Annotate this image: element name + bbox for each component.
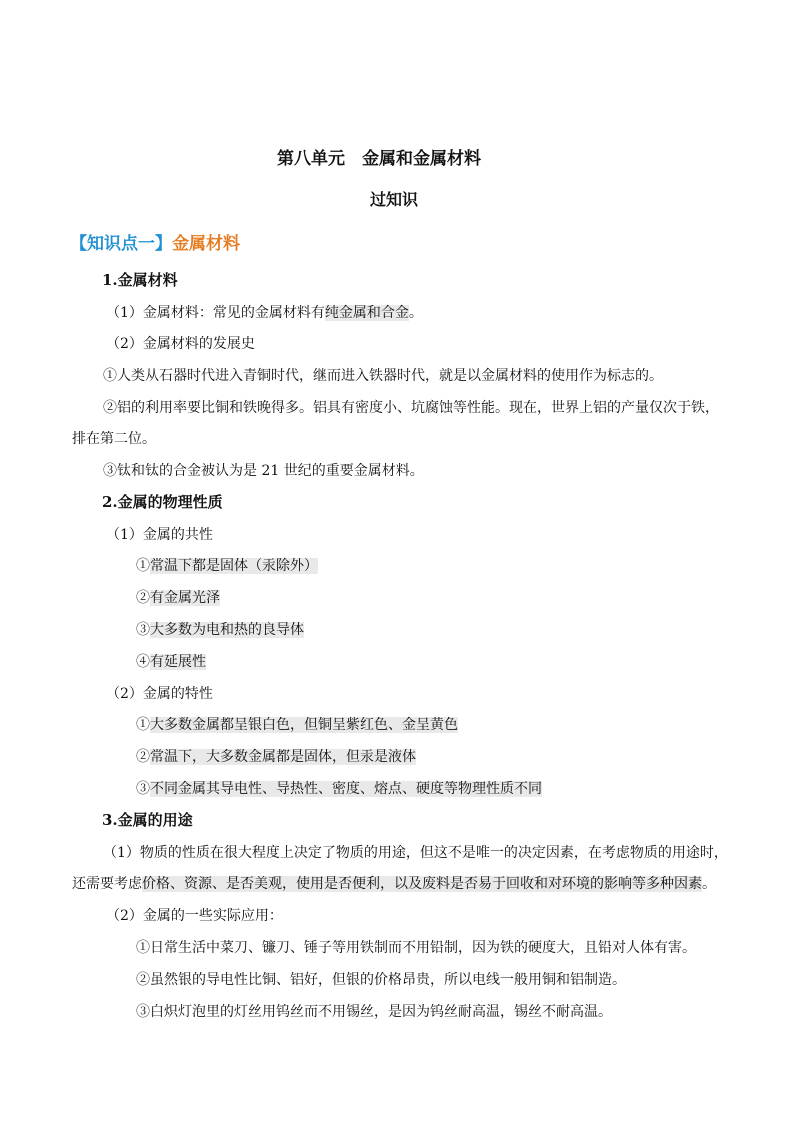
section-heading <box>70 232 240 256</box>
text: ② <box>136 590 150 606</box>
list-item <box>136 747 416 767</box>
list-item: ③白炽灯泡里的灯丝用钨丝而不用锡丝，是因为钨丝耐高温，锡丝不耐高温。 <box>136 1004 612 1020</box>
paragraph <box>106 303 423 323</box>
highlighted-text: 大多数为电和热的良导体 <box>150 622 304 638</box>
section-bracket-label: 【知识点一】 <box>70 234 172 254</box>
highlighted-text: 有金属光泽 <box>150 590 220 606</box>
subsection-heading-1: 1.金属材料 <box>102 271 178 289</box>
list-item <box>136 620 304 640</box>
highlighted-text: 价格、资源、是否美观，使用是否便利，以及废料是否易于回收和对环境的影响等多种因素 <box>142 876 702 892</box>
highlighted-text: 不同金属其导电性、导热性、密度、熔点、硬度等物理性质不同 <box>150 781 542 797</box>
list-item <box>136 588 220 608</box>
list-item <box>136 715 458 735</box>
list-item: ②虽然银的导电性比铜、铝好，但银的价格昂贵，所以电线一般用铜和铝制造。 <box>136 972 626 988</box>
list-item: ①日常生活中菜刀、镰刀、锤子等用铁制而不用铅制，因为铁的硬度大，且铅对人体有害。 <box>136 940 696 956</box>
text: 还需要考虑 <box>72 876 142 892</box>
text: ③ <box>136 781 150 797</box>
text: ③ <box>136 622 150 638</box>
text: ① <box>136 717 150 733</box>
highlighted-text: 有延展性 <box>150 654 206 670</box>
text: （1）金属材料：常见的金属材料有 <box>106 305 325 321</box>
paragraph <box>72 874 716 894</box>
text: 。 <box>408 305 423 321</box>
paragraph: （2）金属材料的发展史 <box>106 336 255 352</box>
paragraph: ②铝的利用率要比铜和铁晚得多。铝具有密度小、坑腐蚀等性能。现在，世界上铝的产量仅次于铁， <box>103 400 719 416</box>
subsection-heading-3: 3.金属的用途 <box>102 811 193 829</box>
text: ④ <box>136 654 150 670</box>
paragraph: ③钛和钛的合金被认为是 21 世纪的重要金属材料。 <box>103 463 424 479</box>
document-title: 第八单元 金属和金属材料 <box>277 149 481 169</box>
highlighted-text: 大多数金属都呈银白色，但铜呈紫红色、金呈黄色 <box>150 717 458 733</box>
paragraph: （1）物质的性质在很大程度上决定了物质的用途，但这不是唯一的决定因素，在考虑物质的用途时， <box>103 845 728 861</box>
list-item <box>136 652 206 672</box>
text: 。 <box>702 876 716 892</box>
paragraph: ①人类从石器时代进入青铜时代，继而进入铁器时代，就是以金属材料的使用作为标志的。 <box>103 368 663 384</box>
list-item <box>136 556 318 576</box>
text: ① <box>136 558 150 574</box>
list-item <box>136 779 542 799</box>
highlighted-text: 常温下，大多数金属都是固体，但汞是液体 <box>150 749 416 765</box>
section-name: 金属材料 <box>172 234 240 254</box>
paragraph: （2）金属的一些实际应用： <box>106 908 283 924</box>
document-subtitle: 过知识 <box>370 190 419 209</box>
paragraph: （1）金属的共性 <box>106 527 213 543</box>
subsection-heading-2: 2.金属的物理性质 <box>102 493 223 511</box>
paragraph: （2）金属的特性 <box>106 686 213 702</box>
paragraph: 排在第二位。 <box>72 431 156 447</box>
highlighted-text: 纯金属和合金 <box>324 305 409 321</box>
highlighted-text: 常温下都是固体（汞除外） <box>150 558 318 574</box>
text: ② <box>136 749 150 765</box>
